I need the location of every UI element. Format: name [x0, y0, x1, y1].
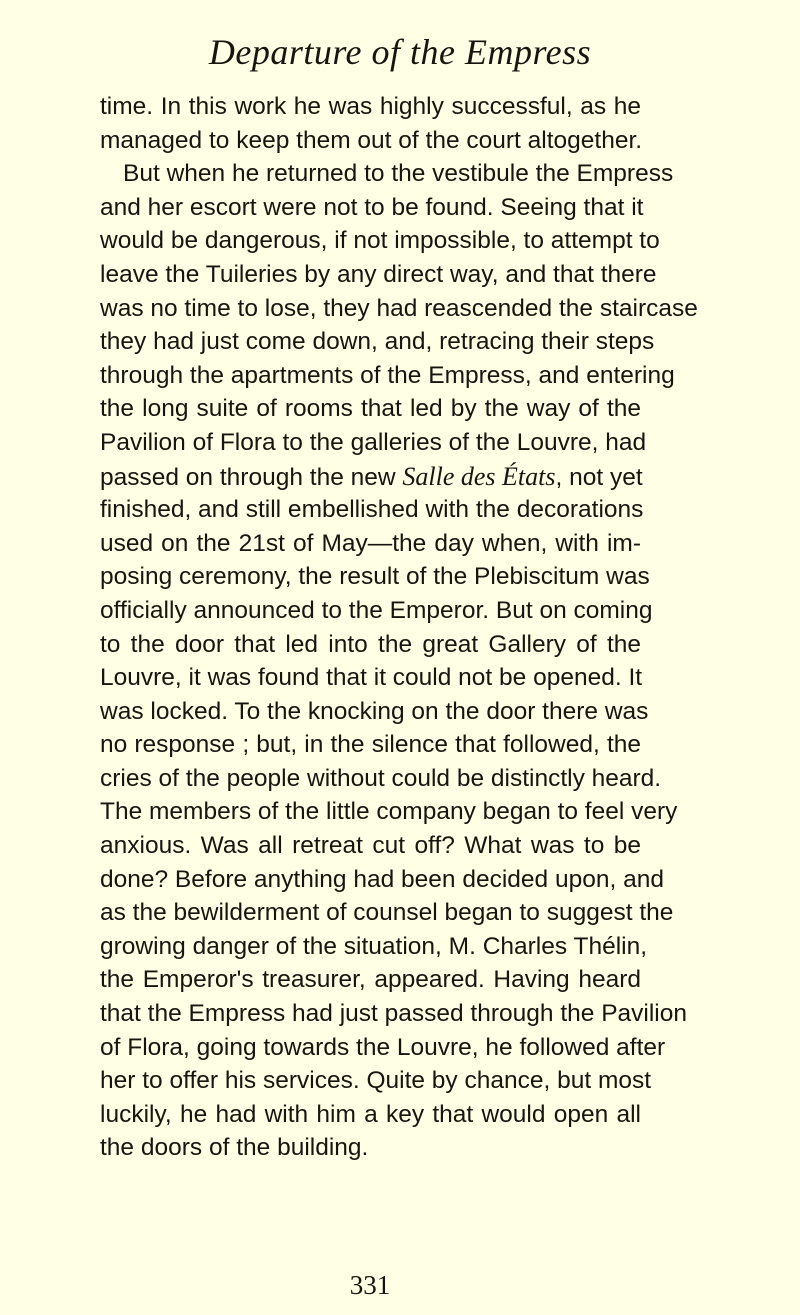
text-line: the doors of the building. — [100, 1134, 369, 1162]
text-line: leave the Tuileries by any direct way, and that there — [100, 260, 657, 288]
text-line: no response ; but, in the silence that followed, the — [100, 731, 641, 759]
text-line: to the door that led into the great Gallery of the — [100, 630, 641, 658]
text-line: they had just come down, and, retracing their steps — [100, 328, 655, 356]
text-line: used on the 21st of May—the day when, with im- — [100, 529, 641, 557]
text-line: as the bewilderment of counsel began to suggest the — [100, 899, 674, 927]
text-line: time. In this work he was highly successful, as he — [100, 93, 641, 120]
text-line — [100, 460, 641, 494]
text-line: of Flora, going towards the Louvre, he followed after — [100, 1033, 666, 1061]
text-line: anxious. Was all retreat cut off? What was to be — [100, 832, 641, 860]
text-line: that the Empress had just passed through the Pavilion — [100, 1000, 687, 1028]
text-line: her to offer his services. Quite by chance, but most — [100, 1067, 652, 1095]
running-head: Departure of the Empress — [208, 32, 592, 72]
text-line: and her escort were not to be found. Seeing that it — [100, 193, 644, 221]
text-line: would be dangerous, if not impossible, to attempt to — [100, 227, 660, 255]
text-line: the Emperor's treasurer, appeared. Having heard — [100, 966, 641, 994]
text-line: growing danger of the situation, M. Charles Thélin, — [100, 932, 648, 960]
text-line: through the apartments of the Empress, and entering — [100, 361, 675, 389]
text-line: Louvre, it was found that it could not be opened. It — [100, 664, 643, 692]
text-line: was locked. To the knocking on the door there was — [100, 697, 649, 725]
text-line: the long suite of rooms that led by the way of the — [100, 395, 641, 423]
text-line: done? Before anything had been decided upon, and — [100, 865, 664, 893]
text-line: The members of the little company began to feel very — [100, 798, 678, 826]
text-line: posing ceremony, the result of the Plebiscitum was — [100, 563, 650, 591]
text-line: cries of the people without could be distinctly heard. — [100, 764, 662, 792]
text-line: finished, and still embellished with the decorations — [100, 496, 644, 524]
text-line: luckily, he had with him a key that would open all — [100, 1100, 641, 1128]
text-line: officially announced to the Emperor. But on coming — [100, 596, 653, 624]
text-segment: passed on through the new — [100, 463, 403, 491]
text-segment: , not yet — [555, 463, 643, 491]
italic-title: Salle des États — [402, 461, 556, 491]
text-line: was no time to lose, they had reascended the staircase — [100, 294, 698, 322]
text-line: managed to keep them out of the court altogether. — [100, 126, 643, 154]
body-text — [100, 90, 698, 1165]
text-line: Pavilion of Flora to the galleries of the Louvre, had — [100, 428, 647, 456]
page-number: 331 — [349, 1270, 391, 1300]
text-line: But when he returned to the vestibule the Empress — [123, 160, 674, 188]
